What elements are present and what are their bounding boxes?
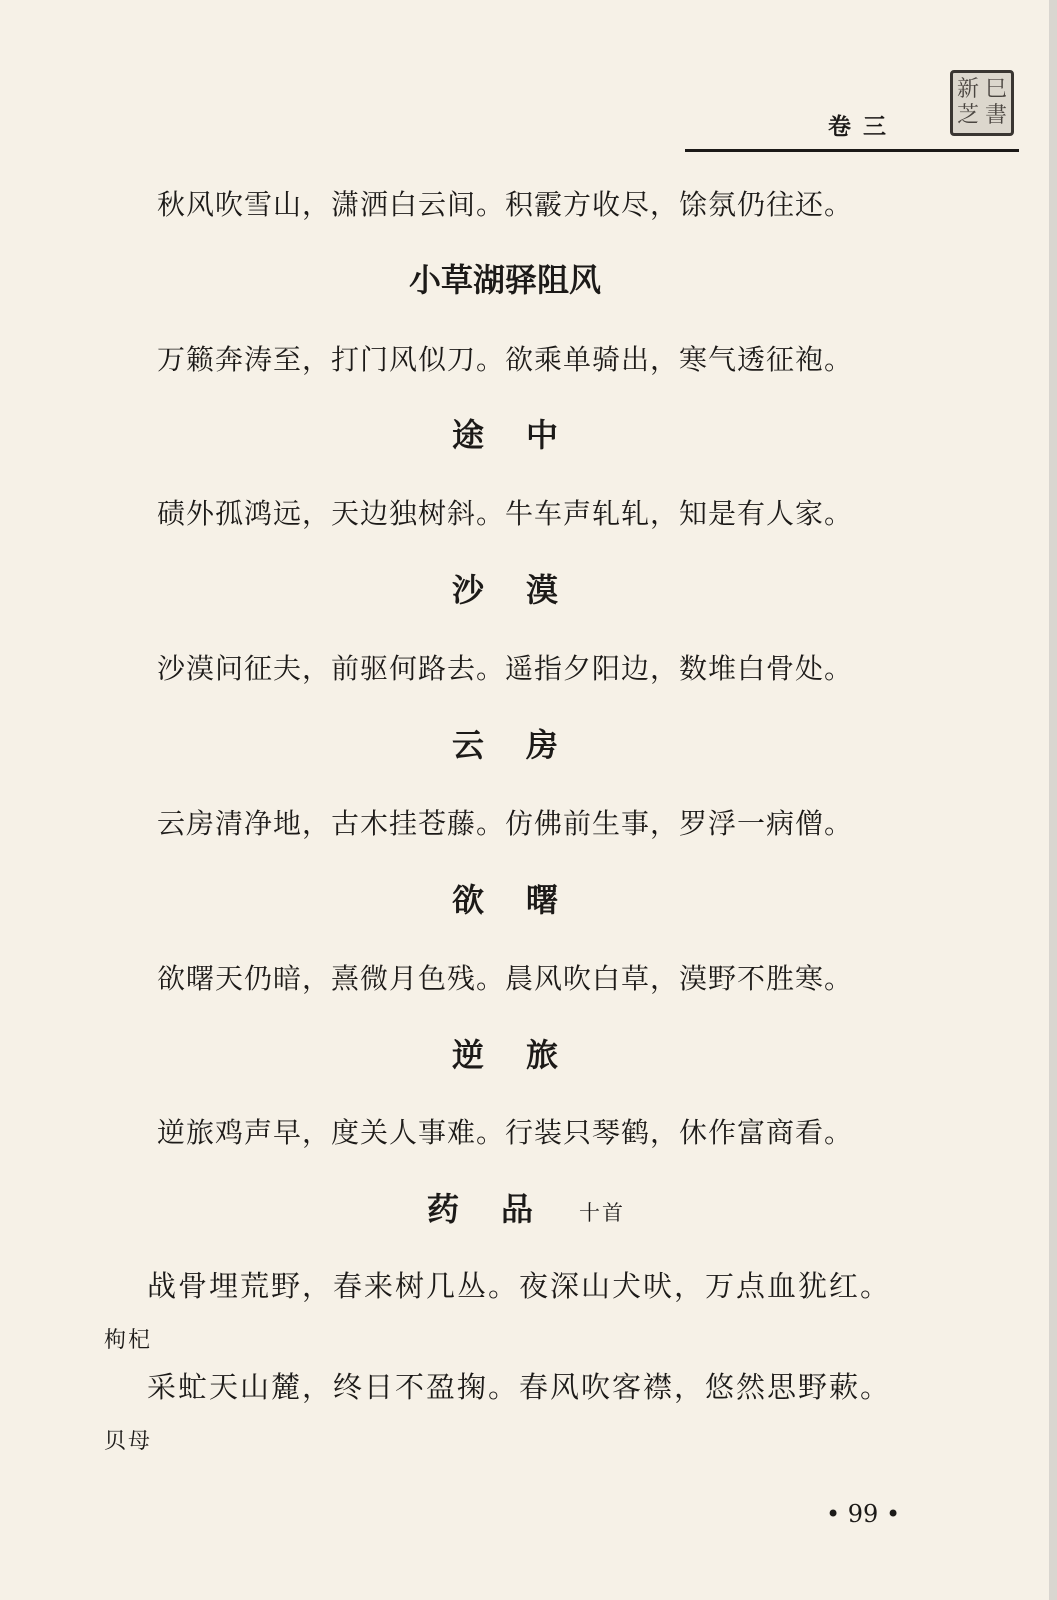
poem-line-7: 逆旅鸡声早，度关人事难。行装只琴鹤，休作富商看。 bbox=[156, 1116, 853, 1149]
poem-title-7 bbox=[0, 1184, 1010, 1230]
herb-note-2: 贝母 bbox=[104, 1429, 153, 1454]
page-number: • 99 • bbox=[826, 1500, 901, 1528]
seal-char: 新 bbox=[956, 77, 979, 102]
poem-line-9: 采虻天山麓，终日不盈掬。春风吹客襟，悠然思野蔌。 bbox=[146, 1370, 891, 1404]
poem-line-1: 秋风吹雪山，潇洒白云间。积霰方收尽，馀氛仍往还。 bbox=[156, 188, 853, 221]
chapter-header: 卷三 bbox=[828, 113, 898, 140]
poem-line-8: 战骨埋荒野，春来树几丛。夜深山犬吠，万点血犹红。 bbox=[146, 1269, 891, 1303]
seal-char: 書 bbox=[984, 103, 1007, 128]
header-rule bbox=[685, 149, 1019, 152]
page-edge-shadow bbox=[1049, 0, 1057, 1600]
poem-title-7-text: 药品 bbox=[426, 1190, 575, 1228]
poem-title-1: 小草湖驿阻风 bbox=[408, 261, 601, 299]
poem-title-6: 逆旅 bbox=[451, 1036, 600, 1074]
poem-line-3: 碛外孤鸿远，天边独树斜。牛车声轧轧，知是有人家。 bbox=[156, 497, 853, 530]
poem-line-6: 欲曙天仍暗，熹微月色残。晨风吹白草，漠野不胜寒。 bbox=[156, 962, 853, 995]
poem-line-2: 万籁奔涛至，打门风似刀。欲乘单骑出，寒气透征袍。 bbox=[156, 343, 853, 376]
poem-title-5: 欲曙 bbox=[451, 881, 600, 919]
poem-line-4: 沙漠问征夫，前驱何路去。遥指夕阳边，数堆白骨处。 bbox=[156, 652, 853, 685]
herb-note-1: 枸杞 bbox=[104, 1328, 153, 1353]
seal-char: 巳 bbox=[984, 77, 1007, 102]
poem-line-5: 云房清净地，古木挂苍藤。仿佛前生事，罗浮一病僧。 bbox=[156, 807, 853, 840]
seal-stamp bbox=[950, 70, 1014, 136]
seal-char: 芝 bbox=[956, 103, 979, 128]
poem-title-3: 沙漠 bbox=[451, 571, 600, 609]
poem-title-4: 云房 bbox=[451, 726, 600, 764]
poem-title-2: 途中 bbox=[451, 416, 600, 454]
poem-title-7-note: 十首 bbox=[579, 1201, 625, 1225]
